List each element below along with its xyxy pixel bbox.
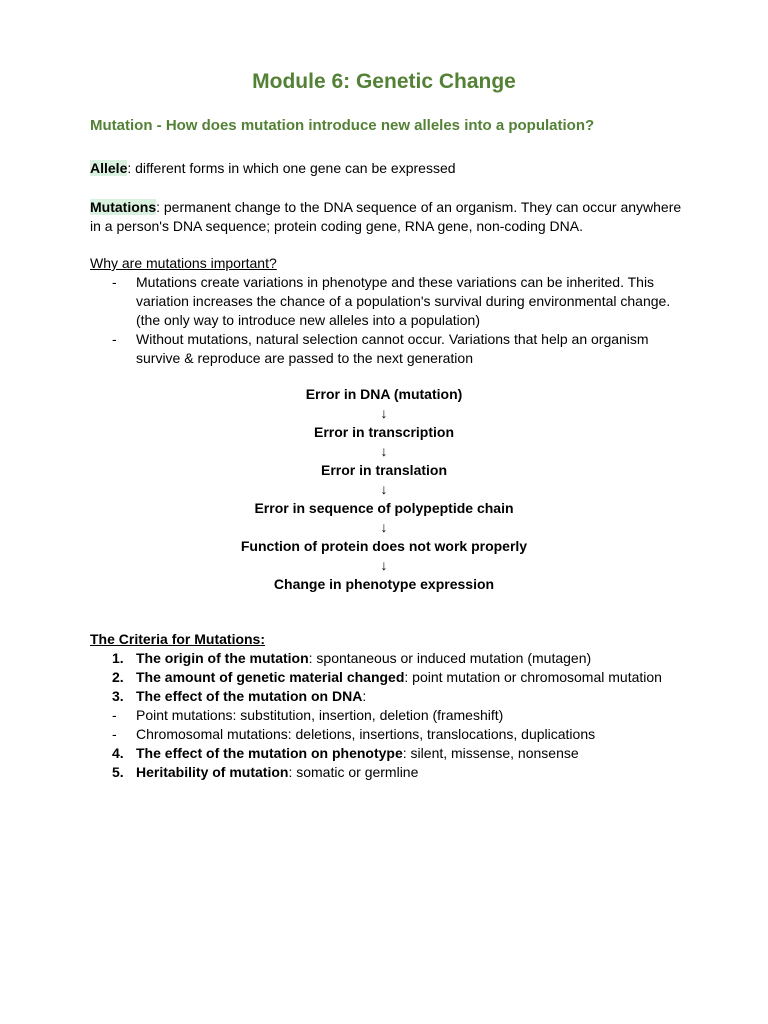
why-bullet-1 — [136, 273, 696, 330]
flow-step: Error in sequence of polypeptide chain — [254, 500, 514, 516]
criteria-number: 1. — [112, 650, 124, 666]
why-bullet-1-line-3: (the only way to introduce new alleles into a population) — [136, 312, 480, 328]
section-subtitle: Mutation - How does mutation introduce new alleles into a population? — [90, 117, 595, 134]
criteria-item — [136, 668, 662, 687]
criteria-item — [136, 649, 591, 668]
criteria-item-bold: The effect of the mutation on phenotype — [136, 745, 403, 761]
down-arrow-icon: ↓ — [380, 481, 388, 497]
why-bullet-2-line-1: Without mutations, natural selection cannot occur. Variations that help an organism — [136, 331, 649, 347]
down-arrow-icon: ↓ — [380, 405, 388, 421]
criteria-item — [136, 744, 579, 763]
criteria-subitem: Chromosomal mutations: deletions, insertions, translocations, duplications — [136, 726, 596, 742]
flow-step: Error in DNA (mutation) — [305, 386, 463, 402]
mutations-definition-line1: : permanent change to the DNA sequence of an organism. They can occur anywhere — [156, 199, 682, 215]
allele-definition-text: : different forms in which one gene can be expressed — [127, 160, 456, 176]
bullet-marker: - — [112, 274, 117, 290]
flow-step: Function of protein does not work properly — [240, 538, 528, 554]
criteria-number: 4. — [112, 745, 124, 761]
criteria-number: 2. — [112, 669, 124, 685]
criteria-item-text: : — [362, 688, 367, 704]
flow-step: Error in translation — [320, 462, 448, 478]
criteria-item-bold: The effect of the mutation on DNA — [136, 688, 363, 704]
why-bullet-1-line-2: variation increases the chance of a population's survival during environmental change. — [136, 293, 671, 309]
why-bullet-2 — [136, 330, 696, 368]
criteria-item — [136, 687, 366, 706]
criteria-item-bold: Heritability of mutation — [136, 764, 289, 780]
mutations-term: Mutations — [90, 199, 157, 215]
criteria-item-text: : silent, missense, nonsense — [402, 745, 579, 761]
allele-definition — [90, 159, 690, 178]
mutations-definition — [90, 198, 690, 236]
criteria-bullet-marker: - — [112, 726, 117, 742]
down-arrow-icon: ↓ — [380, 519, 388, 535]
page-title: Module 6: Genetic Change — [252, 70, 516, 93]
flow-step: Error in transcription — [313, 424, 455, 440]
criteria-bullet-marker: - — [112, 707, 117, 723]
criteria-heading — [90, 630, 690, 649]
allele-term: Allele — [90, 160, 128, 176]
criteria-heading-text: The Criteria for Mutations — [90, 631, 261, 647]
why-heading: Why are mutations important? — [90, 255, 277, 271]
criteria-subitem: Point mutations: substitution, insertion, deletion (frameshift) — [136, 707, 504, 723]
criteria-item-text: : point mutation or chromosomal mutation — [404, 669, 662, 685]
down-arrow-icon: ↓ — [380, 443, 388, 459]
criteria-number: 5. — [112, 764, 124, 780]
criteria-item-text: : somatic or germline — [288, 764, 419, 780]
flow-step: Change in phenotype expression — [273, 576, 495, 592]
criteria-heading-colon: : — [260, 631, 266, 647]
mutation-flow-diagram — [0, 385, 768, 594]
criteria-item-bold: The origin of the mutation — [136, 650, 309, 666]
criteria-item-text: : spontaneous or induced mutation (mutagen) — [308, 650, 592, 666]
criteria-item-bold: The amount of genetic material changed — [136, 669, 405, 685]
down-arrow-icon: ↓ — [380, 557, 388, 573]
bullet-marker: - — [112, 331, 117, 347]
mutations-definition-line2: in a person's DNA sequence; protein coding gene, RNA gene, non-coding DNA. — [90, 218, 583, 234]
why-bullet-2-line-2: survive & reproduce are passed to the next generation — [136, 350, 473, 366]
criteria-item — [136, 763, 418, 782]
why-bullet-1-line-1: Mutations create variations in phenotype and these variations can be inherited. This — [136, 274, 655, 290]
criteria-number: 3. — [112, 688, 124, 704]
